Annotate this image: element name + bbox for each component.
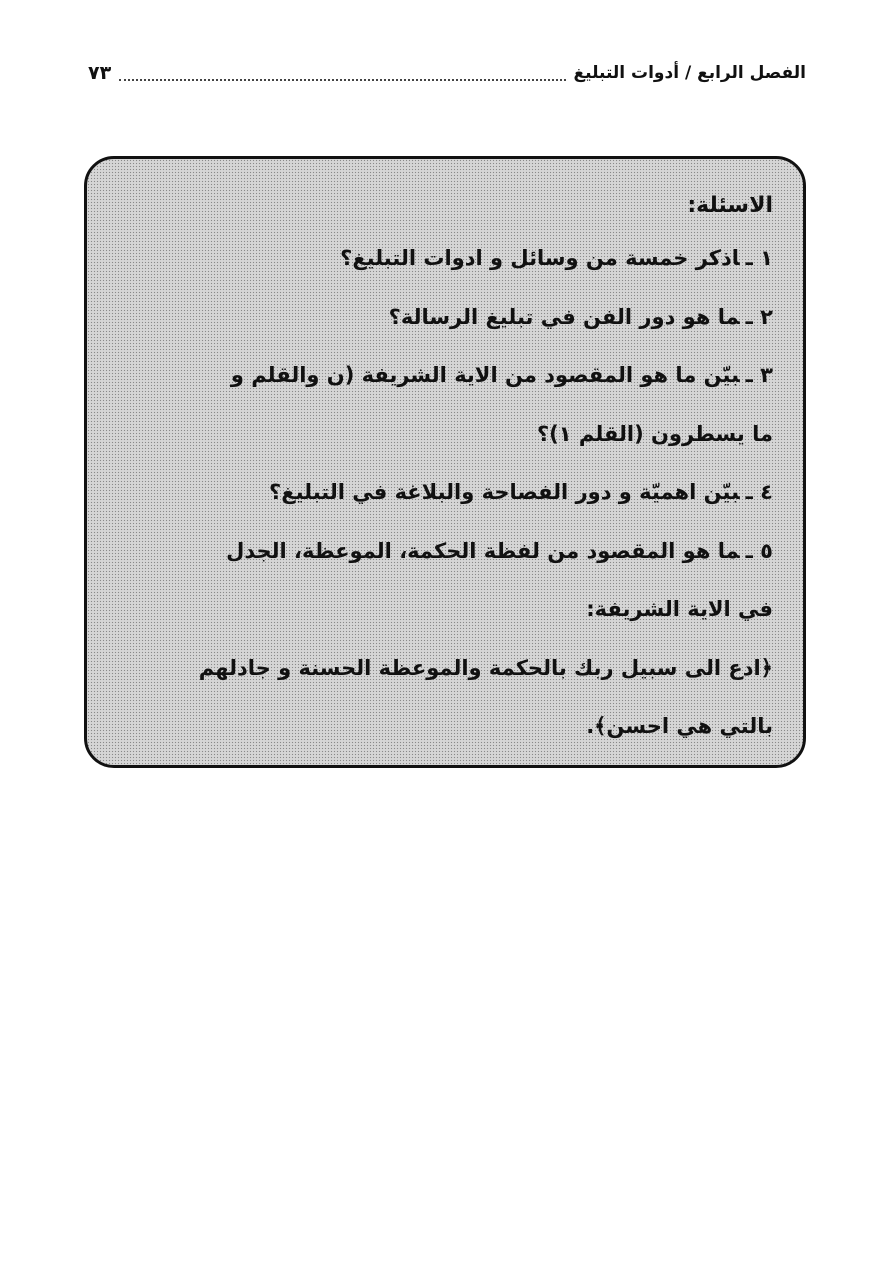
question-line <box>117 346 773 405</box>
question-line <box>117 288 773 347</box>
question-text: بيّن ما هو المقصود من الاية الشريفة (ن والقلم و <box>230 363 740 387</box>
question-number: ١ ـ <box>745 246 773 270</box>
page-header <box>88 56 806 90</box>
question-continuation <box>117 405 773 464</box>
question-number: ٢ ـ <box>745 304 773 329</box>
question-text: ما هو دور الفن في تبليغ الرسالة؟ <box>388 304 740 329</box>
question-line <box>117 229 773 288</box>
question-number: ٣ ـ <box>745 363 773 387</box>
questions-box <box>84 156 806 768</box>
question-number: ٤ ـ <box>745 480 773 504</box>
question-text: ما هو المقصود من لفظة الحكمة، الموعظة، الجدل <box>226 538 740 563</box>
verse-text: بالتي هي احسن﴾. <box>586 714 773 738</box>
question-text: ما يسطرون (القلم ١)؟ <box>536 421 773 446</box>
question-text: بيّن اهميّة و دور الفصاحة والبلاغة في التبليغ؟ <box>269 480 740 504</box>
question-number: ٥ ـ <box>745 538 773 563</box>
chapter-title: الفصل الرابع / أدوات التبليغ <box>573 63 806 83</box>
question-line <box>117 522 773 581</box>
verse-line <box>117 697 773 756</box>
header-dot-leader <box>119 65 565 81</box>
question-text: اذكر خمسة من وسائل و ادوات التبليغ؟ <box>340 246 740 270</box>
questions-heading: الاسئلة: <box>687 193 773 218</box>
verse-text: ﴿ادع الى سبيل ربك بالحكمة والموعظة الحسنة و جادلهم <box>198 655 773 680</box>
page-number: ٧٣ <box>88 62 112 84</box>
question-text: في الاية الشريفة: <box>586 597 773 621</box>
question-line <box>117 463 773 522</box>
question-continuation <box>117 580 773 639</box>
verse-line <box>117 639 773 698</box>
